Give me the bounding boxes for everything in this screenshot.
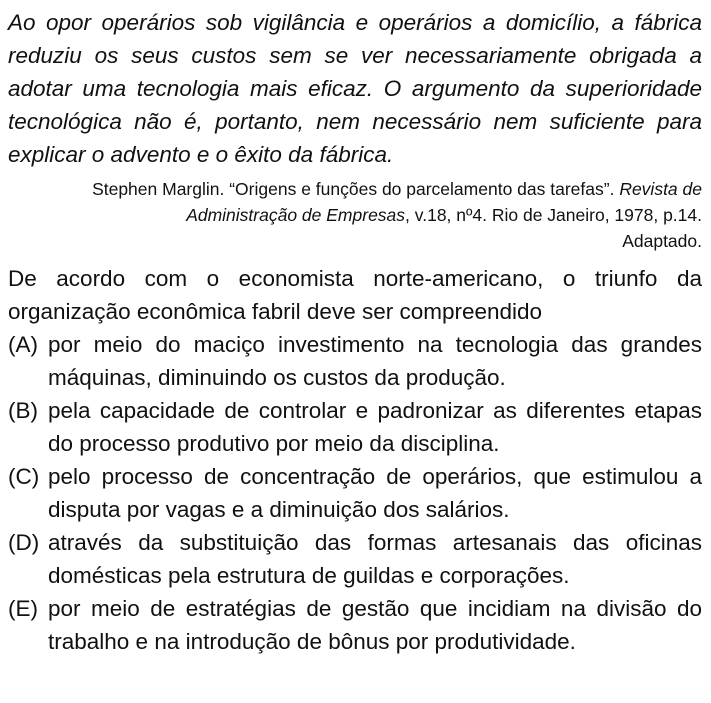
option-e[interactable] xyxy=(8,592,702,658)
quote-text: Ao opor operários sob vigilância e operários a domicílio, a fábrica reduziu os seus custos sem se ver necessariamente obrigada a adotar uma tecnologia mais eficaz. O argumento da superioridade tecnológica não é, portanto, nem necessário nem suficiente para explicar o advento e o êxito da fábrica. xyxy=(8,10,702,167)
option-text: pelo processo de concentração de operários, que estimulou a disputa por vagas e a diminuição dos salários. xyxy=(48,464,702,522)
citation-note: Adaptado. xyxy=(622,231,702,251)
option-letter: (D) xyxy=(8,530,40,555)
citation-journal: Revista de Administração de Empresas xyxy=(186,179,702,225)
option-c[interactable] xyxy=(8,460,702,526)
option-d[interactable] xyxy=(8,526,702,592)
option-letter: (A) xyxy=(8,332,38,357)
question-stem: De acordo com o economista norte-americano, o triunfo da organização econômica fabril deve ser compreendido xyxy=(8,266,702,324)
option-letter: (C) xyxy=(8,464,40,489)
option-a[interactable] xyxy=(8,328,702,394)
question-page xyxy=(8,6,702,658)
citation xyxy=(8,176,702,254)
option-b[interactable] xyxy=(8,394,702,460)
citation-details: , v.18, nº4. Rio de Janeiro, 1978, p.14. xyxy=(405,205,702,225)
option-letter: (B) xyxy=(8,398,38,423)
option-text: por meio do maciço investimento na tecnologia das grandes máquinas, diminuindo os custos da produção. xyxy=(48,332,702,390)
citation-author-title: Stephen Marglin. “Origens e funções do parcelamento das tarefas”. xyxy=(92,179,615,199)
option-text: por meio de estratégias de gestão que incidiam na divisão do trabalho e na introdução de bônus por produtividade. xyxy=(48,596,702,654)
option-letter: (E) xyxy=(8,596,38,621)
option-text: pela capacidade de controlar e padronizar as diferentes etapas do processo produtivo por meio da disciplina. xyxy=(48,398,702,456)
option-text: através da substituição das formas artesanais das oficinas domésticas pela estrutura de guildas e corporações. xyxy=(48,530,702,588)
answer-options xyxy=(8,328,702,658)
